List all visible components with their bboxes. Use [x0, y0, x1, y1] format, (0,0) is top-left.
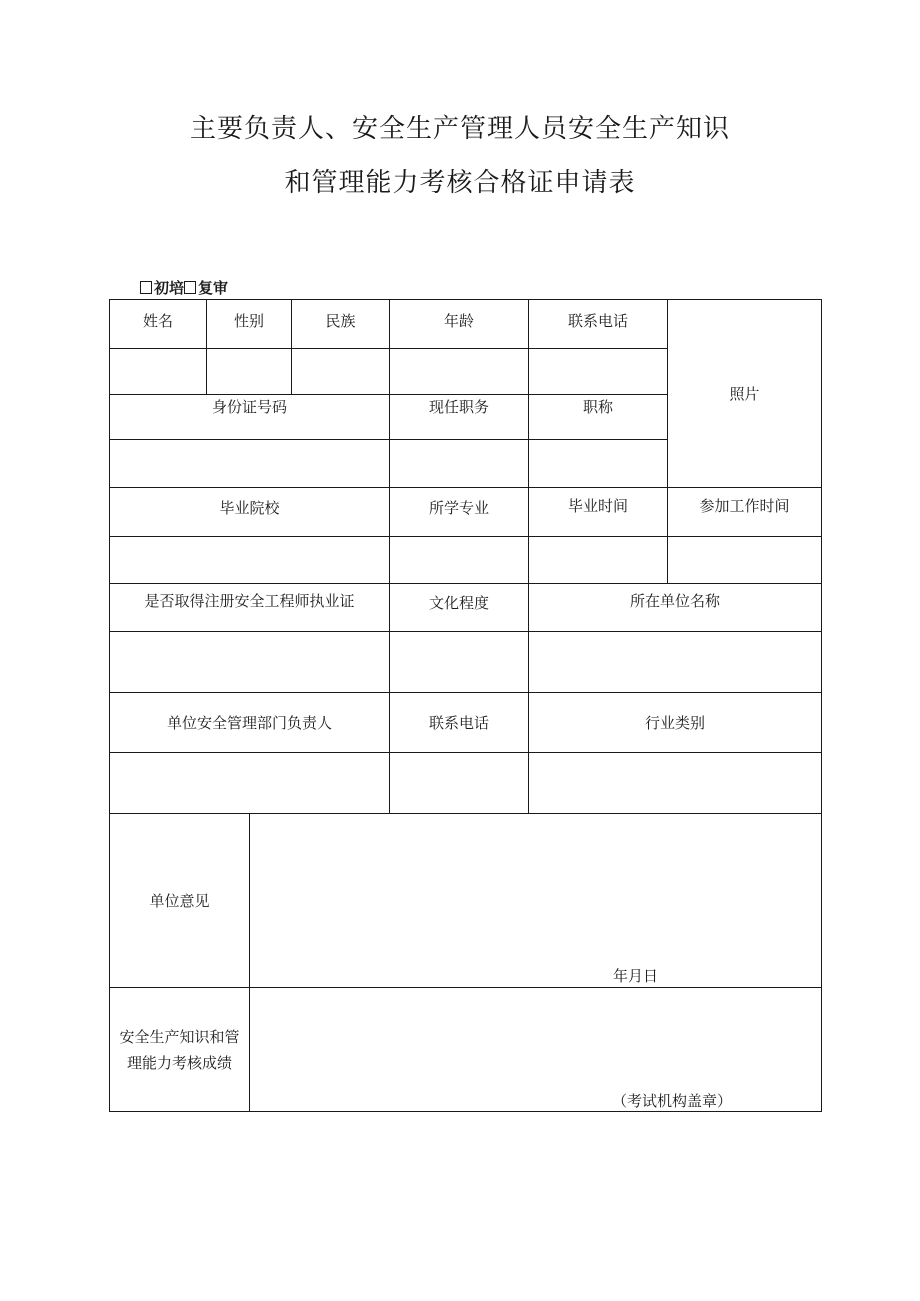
- safety-engineer-cert-field[interactable]: [110, 632, 389, 692]
- gender-field[interactable]: [207, 349, 291, 394]
- age-header: 年龄: [443, 312, 474, 330]
- company-opinion-field[interactable]: [250, 814, 821, 987]
- contact-phone-header: 联系电话: [428, 713, 489, 732]
- age-field[interactable]: [390, 349, 528, 394]
- school-field[interactable]: [110, 537, 389, 583]
- ethnicity-header: 民族: [325, 312, 356, 330]
- photo-area[interactable]: 照片: [729, 384, 760, 403]
- major-field[interactable]: [390, 537, 528, 583]
- education-header: 文化程度: [428, 593, 489, 612]
- company-opinion-label: 单位意见: [149, 891, 210, 910]
- id-number-header: 身份证号码: [211, 398, 287, 416]
- review-option[interactable]: [184, 278, 228, 298]
- safety-dept-head-header: 单位安全管理部门负责人: [166, 713, 332, 732]
- name-header: 姓名: [142, 312, 173, 330]
- ethnicity-field[interactable]: [292, 349, 389, 394]
- major-header: 所学专业: [428, 499, 489, 517]
- id-number-field[interactable]: [110, 440, 389, 487]
- safety-dept-head-field[interactable]: [110, 753, 389, 813]
- initial-option[interactable]: [140, 278, 184, 298]
- industry-field[interactable]: [529, 753, 821, 813]
- initial-checkbox[interactable]: [140, 281, 152, 294]
- safety-engineer-cert-header: 是否取得注册安全工程师执业证: [144, 592, 355, 610]
- title-field[interactable]: [529, 440, 667, 487]
- form-title-line-2: 和管理能力考核合格证申请表: [284, 168, 636, 198]
- form-title-line-1: 主要负责人、安全生产管理人员安全生产知识: [189, 114, 730, 144]
- phone-field[interactable]: [529, 349, 667, 394]
- current-position-header: 现任职务: [428, 398, 489, 416]
- title-header: 职称: [582, 398, 613, 416]
- work-start-header: 参加工作时间: [699, 497, 790, 515]
- stamp-label: （考试机构盖章）: [612, 1092, 733, 1110]
- grad-time-field[interactable]: [529, 537, 667, 583]
- company-name-header: 所在单位名称: [629, 592, 720, 610]
- application-type-options: [140, 278, 228, 298]
- score-label-line-2: 理能力考核成绩: [126, 1053, 232, 1072]
- table-border-bottom: [109, 1111, 822, 1112]
- grad-time-header: 毕业时间: [567, 497, 628, 515]
- score-field[interactable]: [250, 988, 821, 1111]
- current-position-field[interactable]: [390, 440, 528, 487]
- industry-header: 行业类别: [644, 713, 705, 732]
- score-label-line-1: 安全生产知识和管: [119, 1027, 240, 1046]
- company-name-field[interactable]: [529, 632, 821, 692]
- date-label: 年月日: [613, 967, 659, 985]
- name-field[interactable]: [110, 349, 206, 394]
- education-field[interactable]: [390, 632, 528, 692]
- table-border-right: [821, 299, 822, 1112]
- gender-header: 性别: [233, 312, 264, 330]
- school-header: 毕业院校: [219, 499, 280, 517]
- review-option-label: 复审: [198, 279, 229, 297]
- contact-phone-field[interactable]: [390, 753, 528, 813]
- work-start-field[interactable]: [668, 537, 821, 583]
- initial-option-label: 初培: [154, 279, 185, 297]
- score-label: [110, 988, 249, 1111]
- review-checkbox[interactable]: [184, 281, 196, 294]
- phone-header: 联系电话: [567, 312, 628, 330]
